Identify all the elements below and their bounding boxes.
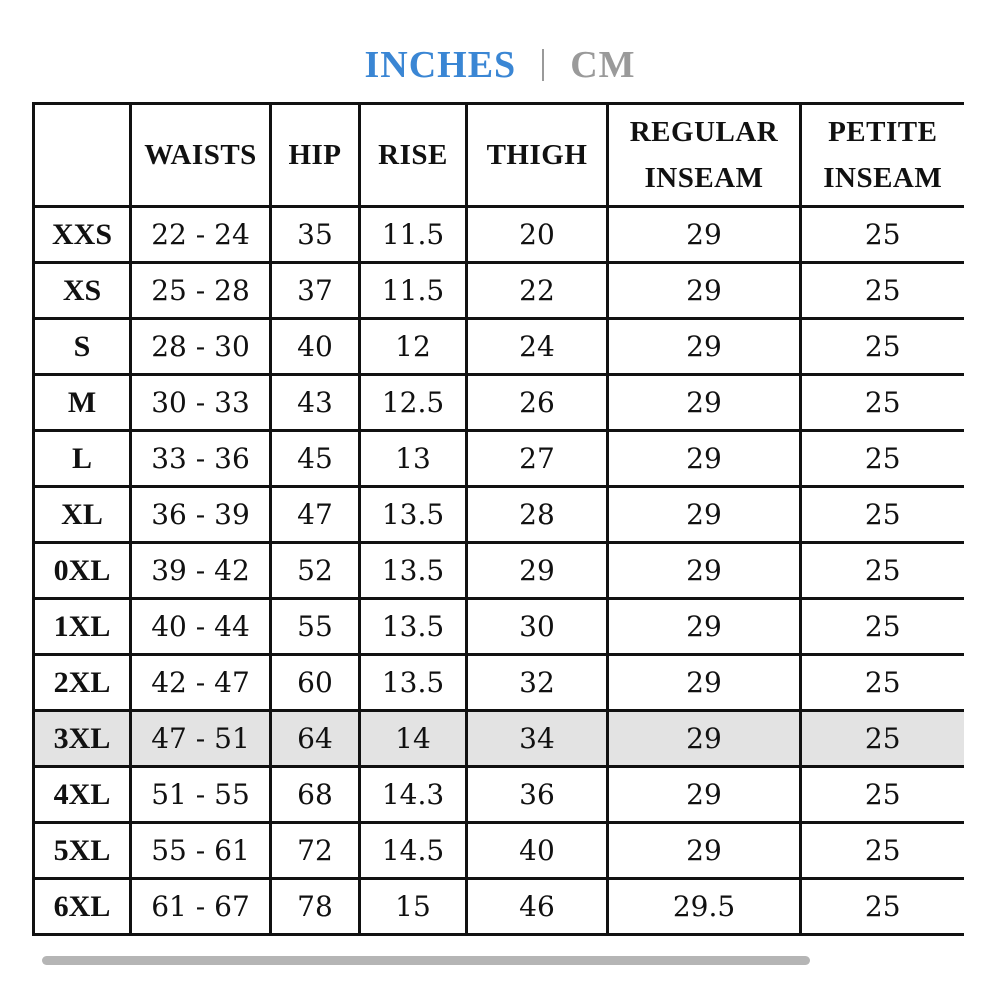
thigh-cell: 32	[467, 655, 608, 711]
thigh-cell: 28	[467, 487, 608, 543]
regular-inseam-cell: 29	[608, 375, 801, 431]
hip-cell: 47	[271, 487, 360, 543]
header-size	[34, 104, 131, 207]
unit-separator	[542, 49, 544, 81]
petite-inseam-cell: 25	[801, 263, 964, 319]
regular-inseam-cell: 29	[608, 767, 801, 823]
hip-cell: 60	[271, 655, 360, 711]
petite-inseam-cell: 25	[801, 823, 964, 879]
hip-cell: 64	[271, 711, 360, 767]
size-cell: XXS	[34, 207, 131, 263]
waist-cell: 42 - 47	[131, 655, 271, 711]
horizontal-scrollbar[interactable]	[42, 956, 810, 965]
waist-cell: 30 - 33	[131, 375, 271, 431]
regular-inseam-cell: 29	[608, 431, 801, 487]
thigh-cell: 36	[467, 767, 608, 823]
petite-inseam-cell: 25	[801, 655, 964, 711]
table-row	[34, 431, 964, 487]
unit-toggle	[0, 40, 1000, 90]
regular-inseam-cell: 29	[608, 599, 801, 655]
regular-inseam-cell: 29	[608, 263, 801, 319]
size-chart-table	[32, 102, 964, 936]
rise-cell: 13.5	[360, 543, 467, 599]
waist-cell: 28 - 30	[131, 319, 271, 375]
rise-cell: 12	[360, 319, 467, 375]
rise-cell: 11.5	[360, 207, 467, 263]
thigh-cell: 22	[467, 263, 608, 319]
regular-inseam-cell: 29	[608, 711, 801, 767]
waist-cell: 25 - 28	[131, 263, 271, 319]
table-row	[34, 711, 964, 767]
table-row	[34, 599, 964, 655]
rise-cell: 15	[360, 879, 467, 935]
waist-cell: 39 - 42	[131, 543, 271, 599]
petite-inseam-cell: 25	[801, 543, 964, 599]
header-waist: WAISTS	[131, 104, 271, 207]
thigh-cell: 46	[467, 879, 608, 935]
hip-cell: 72	[271, 823, 360, 879]
petite-inseam-cell: 25	[801, 207, 964, 263]
rise-cell: 14.3	[360, 767, 467, 823]
hip-cell: 45	[271, 431, 360, 487]
petite-inseam-cell: 25	[801, 319, 964, 375]
hip-cell: 37	[271, 263, 360, 319]
size-cell: XS	[34, 263, 131, 319]
rise-cell: 13.5	[360, 655, 467, 711]
header-regular-inseam: REGULAR INSEAM	[608, 104, 801, 207]
thigh-cell: 29	[467, 543, 608, 599]
table-body	[34, 207, 964, 935]
regular-inseam-cell: 29.5	[608, 879, 801, 935]
waist-cell: 22 - 24	[131, 207, 271, 263]
size-cell: S	[34, 319, 131, 375]
rise-cell: 13.5	[360, 487, 467, 543]
waist-cell: 40 - 44	[131, 599, 271, 655]
size-cell: 4XL	[34, 767, 131, 823]
header-hip: HIP	[271, 104, 360, 207]
size-cell: L	[34, 431, 131, 487]
header-rise: RISE	[360, 104, 467, 207]
waist-cell: 61 - 67	[131, 879, 271, 935]
thigh-cell: 20	[467, 207, 608, 263]
thigh-cell: 40	[467, 823, 608, 879]
hip-cell: 55	[271, 599, 360, 655]
hip-cell: 40	[271, 319, 360, 375]
rise-cell: 14	[360, 711, 467, 767]
regular-inseam-cell: 29	[608, 655, 801, 711]
size-cell: 1XL	[34, 599, 131, 655]
size-chart-scroll-container[interactable]	[32, 102, 1000, 972]
waist-cell: 33 - 36	[131, 431, 271, 487]
waist-cell: 47 - 51	[131, 711, 271, 767]
thigh-cell: 30	[467, 599, 608, 655]
thigh-cell: 26	[467, 375, 608, 431]
size-cell: 2XL	[34, 655, 131, 711]
size-cell: 3XL	[34, 711, 131, 767]
thigh-cell: 34	[467, 711, 608, 767]
hip-cell: 52	[271, 543, 360, 599]
petite-inseam-cell: 25	[801, 879, 964, 935]
regular-inseam-cell: 29	[608, 823, 801, 879]
hip-cell: 35	[271, 207, 360, 263]
regular-inseam-cell: 29	[608, 207, 801, 263]
thigh-cell: 27	[467, 431, 608, 487]
petite-inseam-cell: 25	[801, 375, 964, 431]
rise-cell: 13.5	[360, 599, 467, 655]
size-cell: 6XL	[34, 879, 131, 935]
regular-inseam-cell: 29	[608, 543, 801, 599]
table-row	[34, 823, 964, 879]
hip-cell: 43	[271, 375, 360, 431]
rise-cell: 14.5	[360, 823, 467, 879]
hip-cell: 78	[271, 879, 360, 935]
petite-inseam-cell: 25	[801, 431, 964, 487]
waist-cell: 36 - 39	[131, 487, 271, 543]
waist-cell: 55 - 61	[131, 823, 271, 879]
size-cell: XL	[34, 487, 131, 543]
table-row	[34, 375, 964, 431]
unit-option-cm[interactable]: CM	[570, 44, 636, 86]
table-header-row	[34, 104, 964, 207]
table-row	[34, 543, 964, 599]
hip-cell: 68	[271, 767, 360, 823]
regular-inseam-cell: 29	[608, 319, 801, 375]
rise-cell: 11.5	[360, 263, 467, 319]
petite-inseam-cell: 25	[801, 767, 964, 823]
header-petite-inseam: PETITE INSEAM	[801, 104, 964, 207]
table-row	[34, 207, 964, 263]
table-row	[34, 487, 964, 543]
waist-cell: 51 - 55	[131, 767, 271, 823]
table-row	[34, 319, 964, 375]
rise-cell: 13	[360, 431, 467, 487]
petite-inseam-cell: 25	[801, 487, 964, 543]
regular-inseam-cell: 29	[608, 487, 801, 543]
header-thigh: THIGH	[467, 104, 608, 207]
size-cell: 0XL	[34, 543, 131, 599]
unit-option-inches[interactable]: INCHES	[364, 44, 517, 86]
rise-cell: 12.5	[360, 375, 467, 431]
table-row	[34, 655, 964, 711]
table-row	[34, 263, 964, 319]
size-cell: 5XL	[34, 823, 131, 879]
petite-inseam-cell: 25	[801, 711, 964, 767]
thigh-cell: 24	[467, 319, 608, 375]
table-row	[34, 767, 964, 823]
table-row	[34, 879, 964, 935]
petite-inseam-cell: 25	[801, 599, 964, 655]
size-cell: M	[34, 375, 131, 431]
